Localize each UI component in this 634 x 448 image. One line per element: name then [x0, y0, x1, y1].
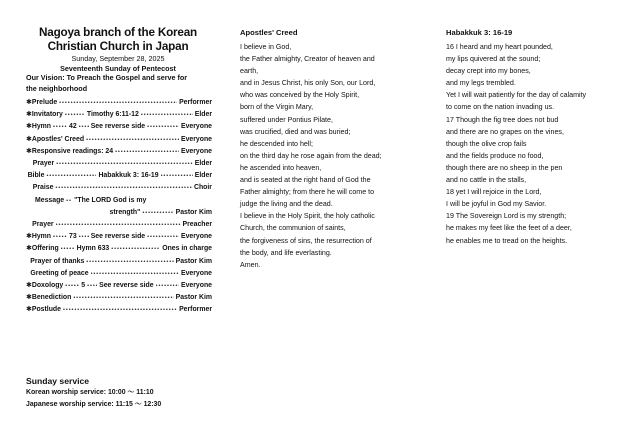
- order-item-leader: Performer: [179, 99, 212, 106]
- scripture-line: decay crept into my bones,: [446, 67, 531, 76]
- order-item-leader: Choir: [194, 184, 212, 192]
- order-item: [26, 182, 212, 194]
- order-item-detail: strength": [109, 208, 141, 216]
- order-item: [26, 207, 212, 219]
- order-item-leader: Elder: [194, 111, 212, 119]
- scripture-line: he makes my feet like the feet of a deer,: [446, 224, 572, 233]
- creed-line: I believe in the Holy Spirit, the holy catholic: [240, 212, 375, 221]
- scripture-line: to come on the nation invading us.: [446, 103, 555, 112]
- scripture-title: Habakkuk 3: 16-19: [446, 28, 513, 37]
- order-item-label: Bible: [27, 172, 45, 180]
- order-item: [26, 195, 212, 207]
- sunday-service-title: Sunday service: [26, 376, 90, 386]
- bulletin-column: [22, 0, 214, 317]
- order-item-label: Prayer of thanks: [30, 257, 85, 265]
- leader-dots: [87, 281, 97, 292]
- leader-dots: [79, 122, 89, 133]
- leader-dots: [65, 110, 85, 121]
- leader-dots: [59, 98, 177, 109]
- order-item-leader: Ones in charge: [162, 245, 212, 253]
- order-item: [26, 268, 212, 280]
- creed-line: I believe in God,: [240, 43, 292, 51]
- order-item-label: Responsive readings: 24: [31, 147, 114, 155]
- creed-line: he ascended into heaven,: [240, 163, 322, 172]
- standing-mark-icon: ✱: [26, 294, 32, 302]
- creed-line: was crucified, died and was buried;: [240, 127, 351, 136]
- church-name-line2: Christian Church in Japan: [47, 38, 189, 53]
- creed-line: suffered under Pontius Pilate,: [240, 115, 333, 124]
- creed-line: he descended into hell;: [240, 139, 313, 148]
- order-item-leader: Everyone: [180, 269, 212, 277]
- leader-dots: [65, 281, 79, 292]
- sunday-service-times: [26, 376, 246, 411]
- creed-line: and is seated at the right hand of God the: [240, 176, 371, 185]
- order-item-leader: Pastor Kim: [175, 208, 212, 216]
- order-item-detail: Timothy 6:11-12: [86, 111, 139, 119]
- leader-dots: [111, 244, 160, 255]
- leader-dots: [141, 110, 193, 121]
- order-item-detail: 73: [69, 233, 77, 241]
- creed-title: Apostles' Creed: [240, 28, 298, 37]
- order-item-label: Invitatory: [31, 111, 63, 119]
- creed-line: born of the Virgin Mary,: [240, 103, 314, 112]
- scripture-line: Yet I will wait patiently for the day of calamity: [446, 91, 587, 100]
- leader-dots: [63, 305, 177, 316]
- standing-mark-icon: ✱: [26, 245, 32, 253]
- creed-line: and in Jesus Christ, his only Son, our Lord,: [240, 79, 376, 88]
- order-item-leader: Pastor Kim: [175, 294, 212, 302]
- creed-line: Amen.: [240, 260, 261, 269]
- order-item-label: Postlude: [31, 306, 61, 314]
- scripture-line: and my legs trembled.: [446, 79, 516, 88]
- order-item-detail: Habakkuk 3: 16-19: [98, 172, 159, 180]
- order-item-leader: Everyone: [180, 233, 212, 241]
- order-item-label: Greeting of peace: [30, 269, 89, 277]
- order-item: [26, 219, 212, 231]
- order-item: [26, 121, 212, 133]
- creed-line: the Father almighty, Creator of heaven and: [240, 55, 375, 64]
- order-item: [26, 243, 212, 255]
- leader-dots: [86, 257, 173, 268]
- scripture-line: he enables me to tread on the heights.: [446, 236, 568, 245]
- standing-mark-icon: ✱: [26, 306, 32, 314]
- scripture-line: and there are no grapes on the vines,: [446, 127, 564, 136]
- standing-mark-icon: ✱: [26, 99, 32, 106]
- order-item-leader: Performer: [179, 306, 212, 314]
- leader-dots: [86, 135, 179, 146]
- order-item: [26, 134, 212, 146]
- church-name-line1: Nagoya branch of the Korean: [38, 25, 197, 39]
- standing-mark-icon: ✱: [26, 111, 32, 119]
- order-item: [26, 109, 212, 121]
- leader-dots: [73, 293, 173, 304]
- service-date: Sunday, September 28, 2025: [71, 54, 165, 63]
- order-item-label: Prayer: [32, 160, 55, 168]
- scripture-line: I will be joyful in God my Savior.: [446, 200, 547, 209]
- order-item-detail: "The LORD God is my: [74, 196, 147, 204]
- order-item-detail: Hymn 633: [76, 245, 110, 253]
- order-item: [26, 256, 212, 268]
- order-item-leader: Preacher: [182, 221, 212, 229]
- japanese-service-time: Japanese worship service: 11:15 ～ 12:30: [26, 401, 162, 408]
- order-item: [26, 292, 212, 304]
- vision-line-1: Our Vision: To Preach the Gospel and serve for: [26, 73, 188, 82]
- leader-dots: [142, 208, 173, 219]
- scripture-text: [446, 41, 630, 247]
- liturgical-sunday: Seventeenth Sunday of Pentecost: [60, 63, 176, 73]
- scripture-line: 19 The Sovereign Lord is my strength;: [446, 212, 567, 221]
- scripture-line: though the olive crop fails: [446, 139, 527, 148]
- order-item: [26, 280, 212, 292]
- order-item-leader: Everyone: [180, 135, 212, 143]
- scripture-line: 17 Though the fig tree does not bud: [446, 115, 559, 124]
- leader-dots: [79, 232, 89, 243]
- order-item-detail: 5: [81, 282, 86, 290]
- order-item-note: See reverse side: [99, 282, 154, 290]
- scripture-column: [446, 0, 630, 247]
- creed-line: Church, the communion of saints,: [240, 224, 346, 233]
- scripture-line: and the fields produce no food,: [446, 151, 544, 160]
- scripture-line: 16 I heard and my heart pounded,: [446, 43, 553, 51]
- creed-line: earth,: [240, 67, 259, 76]
- order-item-note: See reverse side: [90, 233, 146, 241]
- leader-dots: [91, 269, 179, 280]
- creed-column: [240, 0, 418, 271]
- order-item-label: Doxology: [31, 282, 64, 290]
- korean-service-time: Korean worship service: 10:00 ～ 11:10: [26, 389, 154, 396]
- order-item-leader: Everyone: [180, 123, 212, 131]
- standing-mark-icon: ✱: [26, 135, 32, 143]
- order-item-leader: Everyone: [180, 282, 212, 290]
- order-item-leader: Elder: [194, 172, 212, 180]
- standing-mark-icon: ✱: [26, 282, 32, 290]
- leader-dots: [56, 220, 181, 231]
- order-item: [26, 146, 212, 158]
- order-item-label: Praise: [32, 184, 54, 192]
- order-of-worship: [26, 97, 212, 317]
- creed-line: who was conceived by the Holy Spirit,: [240, 91, 360, 100]
- leader-dots: [147, 232, 179, 243]
- order-item-leader: Everyone: [180, 147, 212, 155]
- order-item-label: Offering: [31, 245, 59, 253]
- leader-dots: [56, 159, 193, 170]
- order-item-label: Prayer: [32, 221, 54, 229]
- order-item-label: Hymn: [31, 123, 52, 131]
- creed-line: the body, and life everlasting.: [240, 248, 332, 257]
- vision-line-2: the neighborhood: [26, 83, 88, 93]
- standing-mark-icon: ✱: [26, 147, 32, 155]
- order-item-label: Apostles' Creed: [31, 135, 85, 143]
- order-item: [26, 231, 212, 243]
- order-item-leader: Elder: [194, 160, 212, 168]
- order-item-label: Prelude: [31, 99, 58, 106]
- scripture-line: my lips quivered at the sound;: [446, 55, 541, 64]
- creed-line: judge the living and the dead.: [240, 200, 333, 209]
- leader-dots: [161, 171, 193, 182]
- scripture-line: 18 yet I will rejoice in the Lord,: [446, 188, 542, 197]
- order-item-label: Hymn: [31, 233, 52, 241]
- leader-dots: [55, 183, 192, 194]
- order-item: [26, 304, 212, 316]
- leader-dots: [156, 281, 179, 292]
- standing-mark-icon: ✱: [26, 233, 32, 241]
- leader-dots: [115, 147, 179, 158]
- leader-dots: [46, 171, 96, 182]
- order-item-detail: 42: [69, 123, 77, 131]
- order-item: [26, 158, 212, 170]
- leader-dots: [61, 244, 75, 255]
- vision-statement: [26, 73, 214, 94]
- creed-line: Father almighty; from there he will come to: [240, 188, 375, 197]
- order-item: [26, 170, 212, 182]
- order-item-note: See reverse side: [90, 123, 146, 131]
- creed-line: the forgiveness of sins, the resurrection of: [240, 236, 372, 245]
- leader-dots: [53, 122, 67, 133]
- scripture-line: and no cattle in the stalls,: [446, 176, 527, 185]
- creed-line: on the third day he rose again from the dead;: [240, 151, 382, 160]
- order-item-leader: Pastor Kim: [175, 257, 212, 265]
- leader-dots: [53, 232, 67, 243]
- standing-mark-icon: ✱: [26, 123, 32, 131]
- creed-text: [240, 41, 418, 271]
- scripture-line: though there are no sheep in the pen: [446, 163, 563, 172]
- order-item-label: Benediction: [31, 294, 72, 302]
- leader-dots: [147, 122, 179, 133]
- order-item-label: Message: [35, 196, 65, 204]
- leader-dots: [66, 196, 72, 207]
- order-item: [26, 97, 212, 109]
